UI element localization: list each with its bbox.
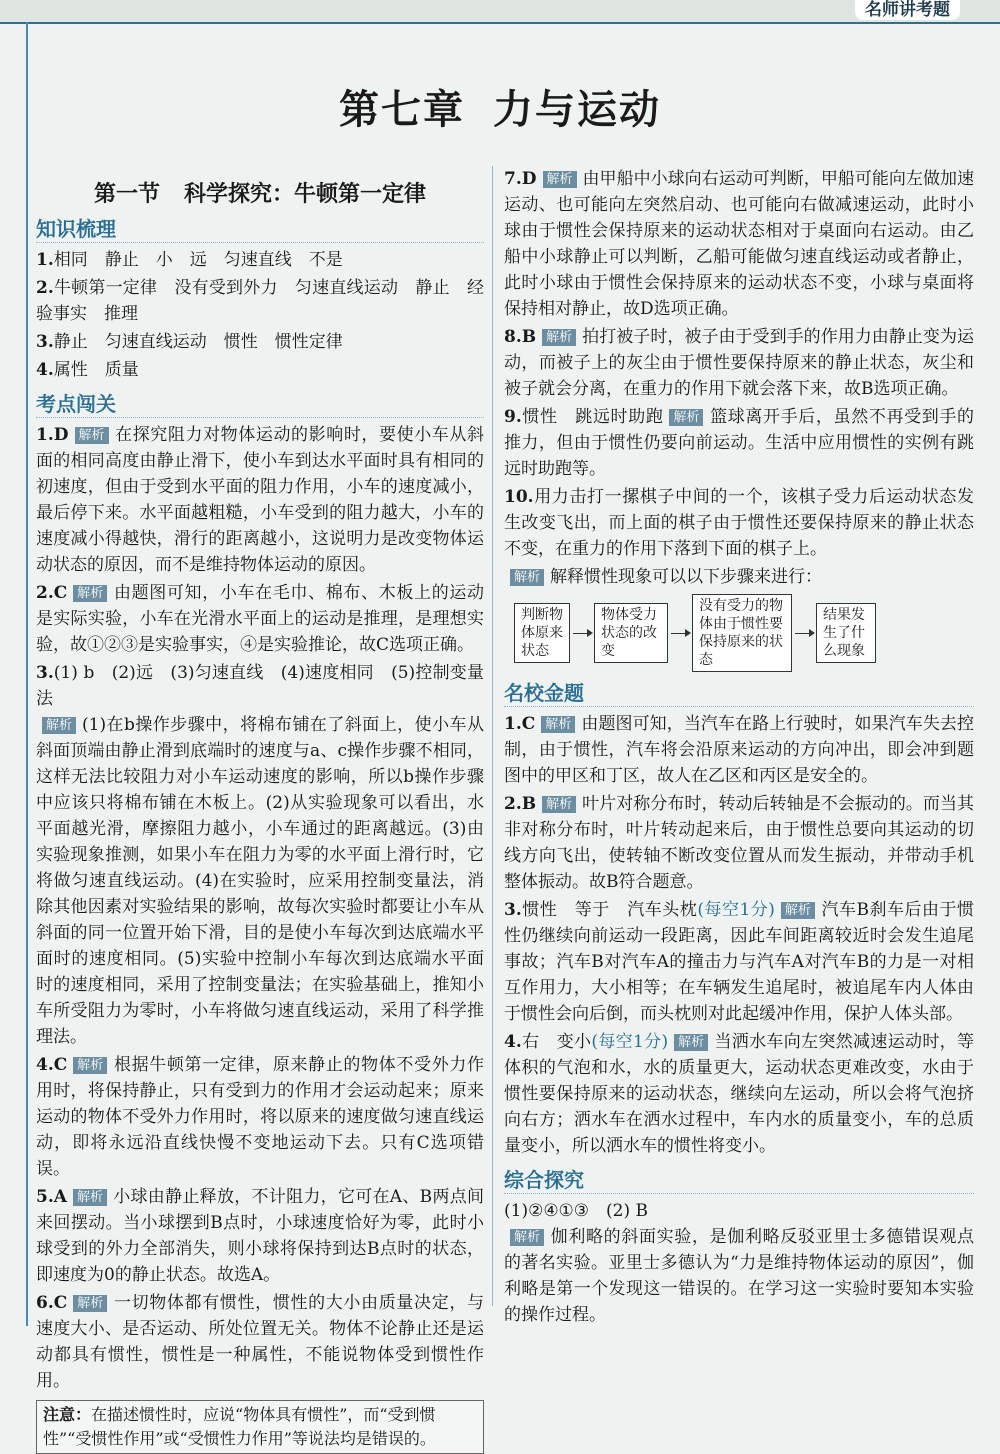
analysis-badge: 解析 [510, 569, 544, 586]
answer-item: 解析 解释惯性现象可以以下步骤来进行： [504, 564, 974, 590]
header-tag: 名师讲考题 [855, 0, 960, 20]
analysis-badge: 解析 [73, 1295, 107, 1312]
analysis-badge: 解析 [541, 716, 575, 733]
analysis-badge: 解析 [781, 902, 815, 919]
heading-mingxiao: 名校金题 [504, 680, 974, 707]
flow-step: 结果发生了什么现象 [816, 603, 876, 663]
answer-item: 2.B 解析 叶片对称分布时，转动后转轴是不会振动的。而当其非对称分布时，叶片转动起来后，由于惯性总要向其运动的切线方向飞出，使转轴不断改变位置从而发生振动，并带动手机整体振动。故B符合题意。 [504, 794, 974, 892]
analysis-badge: 解析 [669, 409, 703, 426]
chapter-title [0, 78, 1000, 135]
answer-item: 8.B 解析 拍打被子时，被子由于受到手的作用力由静止变为运动，而被子上的灰尘由于惯性要保持原来的静止状态，灰尘和被子就会分离，在重力的作用下就会落下来，故B选项正确。 [504, 327, 974, 399]
answer-item: 10.用力击打一摞棋子中间的一个，该棋子受力后运动状态发生改变飞出，而上面的棋子由于惯性还要保持原来的静止状态不变，在重力的作用下落到下面的棋子上。 [504, 487, 974, 559]
answer-item: 3.惯性 等于 汽车头枕(每空1分) 解析 汽车B刹车后由于惯性仍继续向前运动一段距离，因此车间距离较近时会发生追尾事故；汽车B对汽车A的撞击力与汽车A对汽车B的力是一对相互作用力，大小相等；在车辆发生追尾时，被追尾车内人体由于惯性会向后倒，而头枕则对此起缓冲作用，保护人体头部。 [504, 900, 974, 1024]
analysis-badge: 解析 [42, 717, 76, 734]
left-margin-rule [26, 22, 28, 1326]
note-box: 注意：在描述惯性时，应说“物体具有惯性”，而“受到惯性”“受惯性作用”或“受惯性力作用”等说法均是错误的。 [36, 1400, 484, 1454]
analysis-badge: 解析 [510, 1229, 544, 1246]
flow-step: 判断物体原来状态 [514, 603, 570, 663]
chapter-name: 力与运动 [493, 86, 661, 133]
answer-item: 5.A 解析 小球由静止释放，不计阻力，它可在A、B两点间来回摆动。当小球摆到B点时，小球速度恰好为零，此时小球受到的外力全部消失，则小球将保持到达B点时的状态，即速度为0的静止状态。故选A。 [36, 1187, 484, 1285]
analysis-badge: 解析 [674, 1034, 708, 1051]
chapter-number: 第七章 [339, 86, 465, 133]
list-item: 2.牛顿第一定律 没有受到外力 匀速直线运动 静止 经验事实 推理 [36, 278, 484, 324]
answer-item: 1.D 解析 在探究阻力对物体运动的影响时，要使小车从斜面的相同高度由静止滑下，使小车到达水平面时具有相同的初速度，但由于受到水平面的阻力作用，小车的速度减小，最后停下来。水平面越粗糙，小车受到的阻力越大，小车的速度减小得越快，滑行的距离越小，这说明力是改变物体运动状态的原因，而不是维持物体运动的原因。 [36, 425, 484, 575]
answer-item: 7.D 解析 由甲船中小球向右运动可判断，甲船可能向左做加速运动、也可能向左突然启动、也可能向右做减速运动，此时小球由于惯性会保持原来的运动状态相对于桌面向右运动。由乙船中小球静止可以判断，乙船可能做匀速直线运动或者静止，此时小球由于惯性会保持原来的运动状态不变，小球与桌面将保持相对静止，故D选项正确。 [504, 169, 974, 319]
answer-item: 9.惯性 跳远时助跑 解析 篮球离开手后，虽然不再受到手的推力，但由于惯性仍要向前运动。生活中应用惯性的实例有跳远时助跑等。 [504, 407, 975, 479]
heading-zonghe: 综合探究 [504, 1167, 974, 1194]
inertia-flowchart [514, 594, 974, 672]
analysis-badge: 解析 [73, 1057, 107, 1074]
column-divider [492, 166, 493, 1306]
analysis-badge: 解析 [542, 329, 576, 346]
answer-item: 4.右 变小(每空1分) 解析 当洒水车向左突然减速运动时，等体积的气泡和水，水的质量更大，运动状态更难改变，水由于惯性要保持原来的运动状态，继续向左运动，所以会将气泡挤向右方；洒水车在洒水过程中，车内水的质量变小，车的总质量变小，所以洒水车的惯性将变小。 [504, 1032, 975, 1156]
list-item: 3.静止 匀速直线运动 惯性 惯性定律 [36, 332, 343, 352]
left-column [36, 182, 484, 1454]
analysis-badge: 解析 [543, 171, 577, 188]
answer-item: (1)②④①③ (2) B 解析 伽利略的斜面实验，是伽利略反驳亚里士多德错误观点的著名实验。亚里士多德认为“力是维持物体运动的原因”，伽利略是第一个发现这一错误的。在学习这一实验时要知本实验的操作过程。 [504, 1201, 974, 1325]
analysis-badge: 解析 [542, 796, 576, 813]
section-title [36, 182, 484, 208]
score-note: (每空1分) [591, 1032, 669, 1052]
top-bar [0, 0, 1000, 24]
list-item: 4.属性 质量 [36, 360, 139, 380]
right-column [504, 166, 974, 1330]
answer-item: 3.(1) b (2)远 (3)匀速直线 (4)速度相同 (5)控制变量法 解析 (1)在b操作步骤中，将棉布铺在了斜面上，使小车从斜面顶端由静止滑到底端时的速度与a、c操作步骤不相同，这样无法比较阻力对小车运动速度的影响，所以b操作步骤中应该只将棉布铺在木板上。(2)从实验现象可以看出，水平面越光滑，摩擦阻力越小，小车通过的距离越远。(3)由实验现象推测，如果小车在阻力为零的水平面上滑行时，它将做匀速直线运动。(4)在实验时，应采用控制变量法，消除其他因素对实验结果的影响，故每次实验时都要让小车从斜面的同一位置开始下滑，目的是使小车每次到达底端水平面时的速度相同。(5)实验中控制小车每次到达底端水平面时的速度相同，采用了控制变量法；在实验基础上，推知小车所受阻力为零时，小车将做匀速直线运动，采用了科学推理法。 [36, 663, 484, 1047]
answer-item: 4.C 解析 根据牛顿第一定律，原来静止的物体不受外力作用时，将保持静止，只有受到力的作用才会运动起来；原来运动的物体不受外力作用时，将以原来的速度做匀速直线运动，即将永远沿直线快慢不变地运动下去。只有C选项错误。 [36, 1055, 484, 1179]
flow-arrow [671, 633, 689, 634]
flow-step: 物体受力状态的改变 [594, 603, 668, 663]
flow-arrow [573, 633, 591, 634]
analysis-badge: 解析 [73, 1189, 107, 1206]
flow-arrow [795, 633, 813, 634]
list-item: 1.相同 静止 小 远 匀速直线 不是 [36, 250, 343, 270]
score-note: (每空1分) [697, 900, 775, 920]
section-name: 科学探究：牛顿第一定律 [184, 182, 427, 207]
analysis-badge: 解析 [73, 585, 107, 602]
section-number: 第一节 [93, 182, 160, 207]
heading-kaodian: 考点闯关 [36, 391, 484, 418]
answer-item: 2.C 解析 由题图可知，小车在毛巾、棉布、木板上的运动是实际实验，小车在光滑水平面上的运动是推理，是理想实验，故①②③是实验事实，④是实验推论，故C选项正确。 [36, 583, 484, 655]
flow-step: 没有受力的物体由于惯性要保持原来的状态 [692, 594, 792, 672]
heading-zhishi: 知识梳理 [36, 216, 484, 243]
answer-item: 1.C 解析 由题图可知，当汽车在路上行驶时，如果汽车失去控制，由于惯性，汽车将会沿原来运动的方向冲出，即会冲到题图中的甲区和丁区，故人在乙区和丙区是安全的。 [504, 714, 974, 786]
analysis-badge: 解析 [75, 427, 109, 444]
answer-item: 6.C 解析 一切物体都有惯性，惯性的大小由质量决定，与速度大小、是否运动、所处位置无关。物体不论静止还是运动都具有惯性，惯性是一种属性，不能说物体受到惯性作用。 [36, 1293, 484, 1391]
